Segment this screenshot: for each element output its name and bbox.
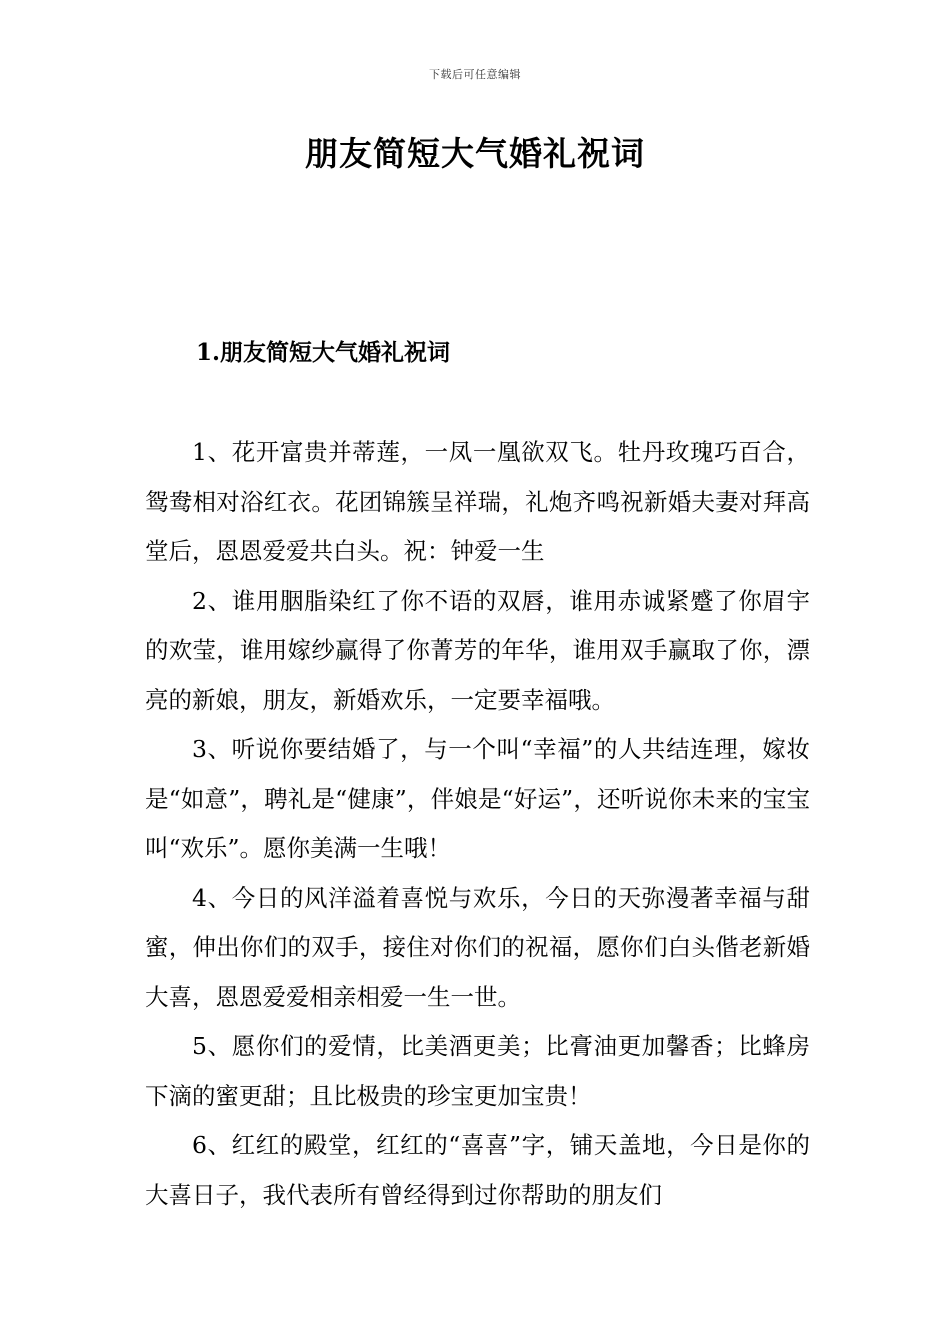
paragraph-3: 3、听说你要结婚了，与一个叫“幸福”的人共结连理，嫁妆是“如意”，聘礼是“健康”，伴娘是“好运”，还听说你未来的宝宝叫“欢乐”。愿你美满一生哦！ bbox=[145, 735, 810, 862]
paragraph-6: 6、红红的殿堂，红红的“喜喜”字，铺天盖地，今日是你的大喜日子，我代表所有曾经得到过你帮助的朋友们 bbox=[145, 1131, 810, 1209]
section-heading: 1.朋友简短大气婚礼祝词 bbox=[196, 339, 451, 366]
document-body bbox=[145, 428, 810, 1220]
paragraph-5: 5、愿你们的爱情，比美酒更美；比膏油更加馨香；比蜂房下滴的蜜更甜；且比极贵的珍宝更加宝贵！ bbox=[145, 1032, 810, 1110]
document-title: 朋友简短大气婚礼祝词 bbox=[305, 134, 645, 173]
header-note: 下载后可任意编辑 bbox=[429, 68, 521, 81]
paragraph-4: 4、今日的风洋溢着喜悦与欢乐，今日的天弥漫著幸福与甜蜜，伸出你们的双手，接住对你们的祝福，愿你们白头偕老新婚大喜，恩恩爱爱相亲相爱一生一世。 bbox=[145, 883, 810, 1011]
paragraph-2: 2、谁用胭脂染红了你不语的双唇，谁用赤诚紧蹙了你眉宇的欢莹，谁用嫁纱赢得了你菁芳的年华，谁用双手赢取了你，漂亮的新娘，朋友，新婚欢乐，一定要幸福哦。 bbox=[145, 586, 810, 714]
paragraph-1: 1、花开富贵并蒂莲，一凤一凰欲双飞。牡丹玫瑰巧百合，鸳鸯相对浴红衣。花团锦簇呈祥瑞，礼炮齐鸣祝新婚夫妻对拜高堂后，恩恩爱爱共白头。祝：钟爱一生 bbox=[145, 438, 810, 565]
